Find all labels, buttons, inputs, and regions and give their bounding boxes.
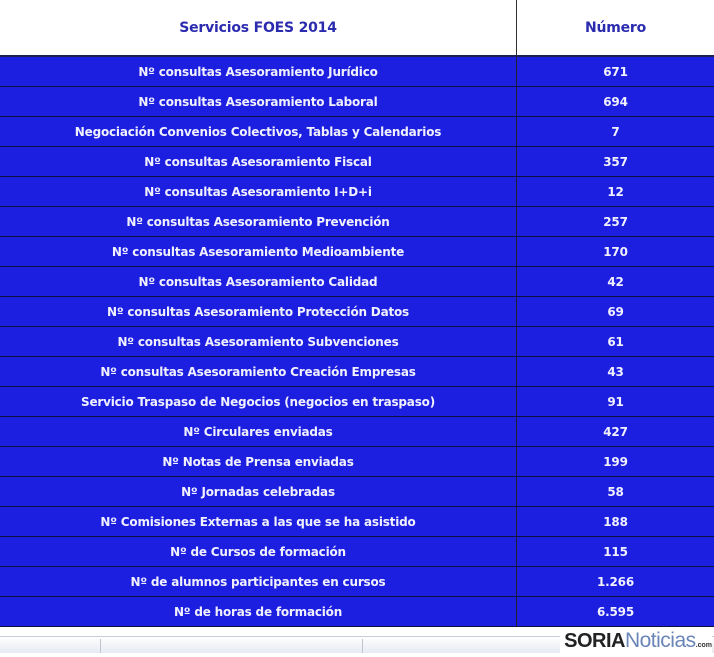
service-cell: Nº Notas de Prensa enviadas bbox=[0, 447, 517, 476]
number-cell: 170 bbox=[603, 244, 628, 259]
table-row bbox=[0, 177, 714, 207]
service-cell: Nº de Cursos de formación bbox=[0, 537, 517, 566]
service-cell: Nº consultas Asesoramiento Fiscal bbox=[0, 147, 517, 176]
table-row bbox=[0, 57, 714, 87]
watermark-brand-bold: SORIA bbox=[564, 630, 625, 652]
divider bbox=[362, 639, 363, 653]
table-row bbox=[0, 327, 714, 357]
number-cell: 69 bbox=[607, 304, 624, 319]
number-cell: 199 bbox=[603, 454, 628, 469]
service-cell: Nº consultas Asesoramiento I+D+i bbox=[0, 177, 517, 206]
number-cell: 115 bbox=[603, 544, 628, 559]
table-row bbox=[0, 387, 714, 417]
number-cell: 12 bbox=[607, 184, 624, 199]
table-row bbox=[0, 207, 714, 237]
column-header-service: Servicios FOES 2014 bbox=[0, 0, 517, 55]
table-body bbox=[0, 57, 714, 627]
number-cell: 6.595 bbox=[597, 604, 634, 619]
table-row bbox=[0, 297, 714, 327]
table-row bbox=[0, 87, 714, 117]
number-cell: 7 bbox=[611, 124, 620, 139]
service-cell: Nº consultas Asesoramiento Subvenciones bbox=[0, 327, 517, 356]
divider bbox=[100, 639, 101, 653]
service-cell: Nº consultas Asesoramiento Prevención bbox=[0, 207, 517, 236]
watermark-suffix: .com bbox=[695, 642, 712, 649]
number-cell: 1.266 bbox=[597, 574, 634, 589]
number-cell: 257 bbox=[603, 214, 628, 229]
table-row bbox=[0, 507, 714, 537]
service-cell: Nº consultas Asesoramiento Calidad bbox=[0, 267, 517, 296]
service-cell: Nº consultas Asesoramiento Laboral bbox=[0, 87, 517, 116]
table-row bbox=[0, 597, 714, 627]
table-row bbox=[0, 117, 714, 147]
watermark-brand-light: Noticias bbox=[624, 629, 696, 652]
table-row bbox=[0, 417, 714, 447]
number-cell: 427 bbox=[603, 424, 628, 439]
number-cell: 58 bbox=[607, 484, 624, 499]
service-cell: Nº consultas Asesoramiento Creación Empresas bbox=[0, 357, 517, 386]
service-cell: Nº de horas de formación bbox=[0, 597, 517, 626]
table-row bbox=[0, 567, 714, 597]
service-cell: Negociación Convenios Colectivos, Tablas y Calendarios bbox=[0, 117, 517, 146]
service-cell: Nº consultas Asesoramiento Medioambiente bbox=[0, 237, 517, 266]
service-cell: Nº consultas Asesoramiento Protección Datos bbox=[0, 297, 517, 326]
service-cell: Nº de alumnos participantes en cursos bbox=[0, 567, 517, 596]
number-cell: 91 bbox=[607, 394, 624, 409]
service-cell: Nº Comisiones Externas a las que se ha asistido bbox=[0, 507, 517, 536]
service-cell: Nº Circulares enviadas bbox=[0, 417, 517, 446]
number-cell: 694 bbox=[603, 94, 628, 109]
table-row bbox=[0, 447, 714, 477]
number-cell: 671 bbox=[603, 64, 628, 79]
table-header-row bbox=[0, 0, 714, 57]
table-row bbox=[0, 477, 714, 507]
table-row bbox=[0, 237, 714, 267]
service-cell: Servicio Traspaso de Negocios (negocios en traspaso) bbox=[0, 387, 517, 416]
service-cell: Nº consultas Asesoramiento Jurídico bbox=[0, 57, 517, 86]
number-cell: 61 bbox=[607, 334, 624, 349]
number-cell: 357 bbox=[603, 154, 628, 169]
soria-noticias-watermark bbox=[560, 630, 712, 657]
number-cell: 188 bbox=[603, 514, 628, 529]
table-row bbox=[0, 147, 714, 177]
service-cell: Nº Jornadas celebradas bbox=[0, 477, 517, 506]
number-cell: 42 bbox=[607, 274, 624, 289]
column-header-number: Número bbox=[584, 19, 647, 36]
table-row bbox=[0, 267, 714, 297]
number-cell: 43 bbox=[607, 364, 624, 379]
table-row bbox=[0, 357, 714, 387]
table-row bbox=[0, 537, 714, 567]
